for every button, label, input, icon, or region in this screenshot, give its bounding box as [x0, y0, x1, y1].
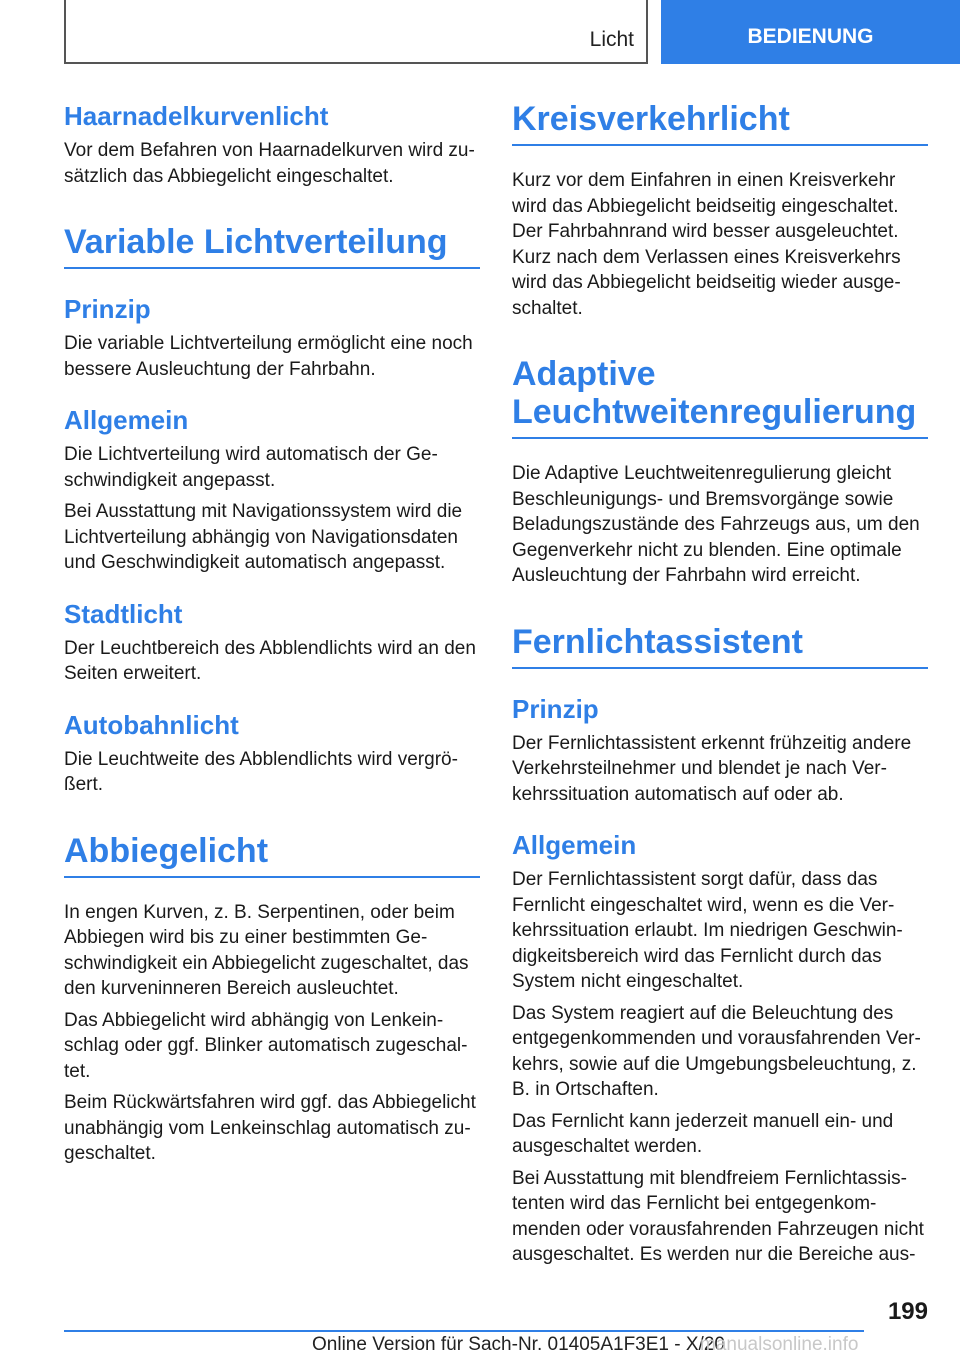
heading-autobahnlicht: Autobahnlicht — [64, 709, 239, 740]
paragraph: Beim Rückwärtsfahren wird ggf. das Abbiegelicht unabhängig vom Lenkeinschlag automatisch zugeschaltet. — [64, 1092, 476, 1164]
header-section-title: Licht — [589, 28, 634, 51]
paragraph: Das Fernlicht kann jederzeit manuell ein- und ausgeschaltet werden. — [512, 1110, 894, 1157]
paragraph: Die Lichtverteilung wird automatisch der Geschwindigkeit angepasst. — [64, 444, 438, 491]
header-chapter-tab: BEDIENUNG — [661, 0, 960, 64]
page-number: 199 — [887, 1298, 928, 1325]
paragraph: Der Leuchtbereich des Abblendlichts wird an den Seiten erweitert. — [64, 637, 476, 684]
paragraph: Die Adaptive Leuchtweitenregulierung gleicht Beschleunigungs- und Bremsvorgänge sowie Beladungszustände des Fahrzeugs aus, um den Gegenverkehr nicht zu blenden. Eine optimale Ausleuchtung der Fahrbahn wird erreicht. — [512, 463, 920, 586]
heading-fernlichtassistent: Fernlichtassistent — [512, 623, 928, 669]
paragraph: Die Leuchtweite des Abblendlichts wird vergrößert. — [64, 748, 458, 795]
paragraph: Das Abbiegelicht wird abhängig von Lenkeinschlag oder ggf. Blinker automatisch zugeschaltet. — [64, 1009, 468, 1082]
heading-abbiegelicht: Abbiegelicht — [64, 832, 480, 878]
right-column — [512, 100, 928, 1274]
paragraph: Das System reagiert auf die Beleuchtung des entgegenkommenden und vorausfahrenden Verkehrs, sowie auf die Umgebungsbeleuchtung, z. B. in Ortschaften. — [512, 1002, 921, 1100]
heading-stadtlicht: Stadtlicht — [64, 598, 183, 629]
paragraph: Die variable Lichtverteilung ermöglicht eine noch bessere Ausleuchtung der Fahrbahn. — [64, 333, 473, 380]
paragraph: Vor dem Befahren von Haarnadelkurven wird zusätzlich das Abbiegelicht eingeschaltet. — [64, 140, 475, 187]
heading-allgemein: Allgemein — [64, 405, 189, 435]
heading-prinzip: Prinzip — [512, 693, 599, 724]
paragraph: In engen Kurven, z. B. Serpentinen, oder beim Abbiegen wird bis zu einer bestimmten Geschwindigkeit ein Abbiegelicht zugeschaltet, das den kurveninneren Bereich ausleuchtet. — [64, 901, 469, 999]
heading-adaptive-leuchtweitenregulierung: Adaptive Leuchtweitenregulierung — [512, 355, 928, 439]
footer-online-version: Online Version für Sach-Nr. 01405A1F3E1 - X/20 — [312, 1334, 725, 1355]
heading-kreisverkehrlicht: Kreisverkehrlicht — [512, 100, 928, 146]
header-frame — [64, 0, 648, 64]
paragraph: Der Fernlichtassistent sorgt dafür, dass das Fernlicht eingeschaltet wird, wenn es die Verkehrssituation erlaubt. Im niedrigen Geschwindigkeitsbereich wird das Fernlicht durch das System nicht eingeschaltet. — [512, 869, 903, 992]
heading-haarnadelkurvenlicht: Haarnadelkurvenlicht — [64, 101, 329, 131]
paragraph: Bei Ausstattung mit Navigationssystem wird die Lichtverteilung abhängig von Navigationsdaten und Geschwindigkeit automatisch angepasst. — [64, 501, 463, 573]
paragraph: Bei Ausstattung mit blendfreiem Fernlichtassistenten wird das Fernlicht bei entgegenkommenden oder vorausfahrenden Fahrzeugen nicht ausgeschaltet. Es werden nur die Bereiche aus- — [512, 1167, 924, 1265]
paragraph: Der Fernlichtassistent erkennt frühzeitig andere Verkehrsteilnehmer und blendet je nach Verkehrssituation automatisch auf oder ab. — [512, 732, 912, 805]
footer-divider — [64, 1330, 864, 1332]
left-column — [64, 100, 480, 1173]
heading-prinzip: Prinzip — [64, 294, 151, 324]
footer-watermark: manualsonline.info — [700, 1334, 859, 1355]
heading-variable-lichtverteilung: Variable Lichtverteilung — [64, 223, 480, 269]
heading-allgemein: Allgemein — [512, 830, 637, 860]
paragraph: Kurz vor dem Einfahren in einen Kreisverkehr wird das Abbiegelicht beidseitig eingeschaltet. Der Fahrbahnrand wird besser ausgeleuchtet. Kurz nach dem Verlassen eines Kreisverkehrs wird das Abbiegelicht beidseitig wieder ausgeschaltet. — [512, 170, 901, 319]
